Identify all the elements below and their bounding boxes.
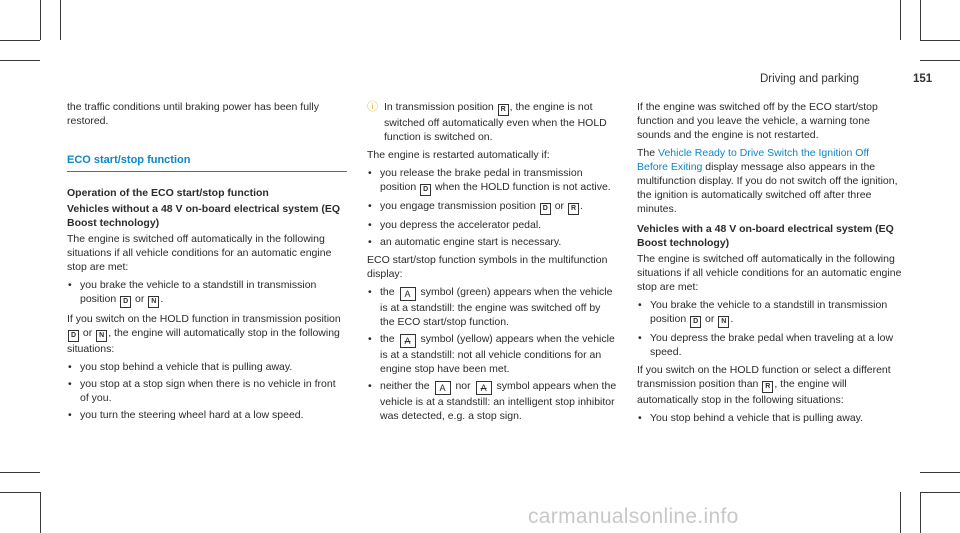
bullet-icon: • bbox=[368, 219, 372, 231]
eco-off-symbol-icon: A bbox=[476, 381, 492, 395]
crop-mark bbox=[0, 492, 40, 493]
item-text: you brake the vehicle to a standstill in transmission position bbox=[80, 279, 317, 305]
intro-text: the traffic conditions until braking power has been fully restored. bbox=[67, 101, 319, 127]
list-item bbox=[67, 408, 347, 422]
gear-n-key-icon: N bbox=[718, 316, 729, 328]
gear-n-key-icon: N bbox=[96, 330, 107, 342]
item-text: You depress the brake pedal when traveling at a low speed. bbox=[650, 332, 894, 358]
crop-mark bbox=[920, 492, 960, 493]
item-text: You brake the vehicle to a standstill in transmission position bbox=[650, 299, 888, 325]
gear-r-key-icon: R bbox=[568, 203, 579, 215]
gear-d-key-icon: D bbox=[690, 316, 701, 328]
paragraph: The engine is switched off automatically in the following situations if all vehicle conditions for an automatic engine stop are met: bbox=[67, 233, 332, 273]
item-text: , the engine will automatically stop in the following situations: bbox=[67, 327, 340, 355]
gear-d-key-icon: D bbox=[420, 184, 431, 196]
bullet-icon: • bbox=[638, 412, 642, 424]
eco-yellow-symbol-icon: A bbox=[400, 334, 416, 348]
item-text: you turn the steering wheel hard at a low speed. bbox=[80, 409, 304, 421]
page-number: 151 bbox=[913, 73, 933, 85]
gear-d-key-icon: D bbox=[120, 296, 131, 308]
crop-mark bbox=[40, 492, 41, 533]
item-text: You stop behind a vehicle that is pulling away. bbox=[650, 412, 864, 424]
item-text: when the HOLD function is not active. bbox=[435, 181, 611, 193]
bullet-icon: • bbox=[68, 279, 72, 291]
bullet-list bbox=[367, 166, 617, 249]
item-text: the bbox=[380, 286, 395, 298]
gear-r-key-icon: R bbox=[762, 381, 773, 393]
item-text: symbol (green) appears when the vehicle is at a standstill: the engine was switched off by the ECO start/stop function. bbox=[380, 286, 613, 328]
paragraph bbox=[637, 146, 902, 216]
item-text: If you switch on the HOLD function or select a different transmission position than bbox=[637, 364, 891, 390]
list-item bbox=[67, 377, 347, 405]
item-text: you depress the accelerator pedal. bbox=[380, 219, 542, 231]
bullet-icon: • bbox=[638, 299, 642, 311]
paragraph bbox=[637, 363, 902, 407]
bullet-list bbox=[637, 298, 902, 359]
note bbox=[367, 100, 617, 144]
crop-mark bbox=[60, 0, 61, 40]
list-item bbox=[637, 411, 902, 425]
info-icon: ⓘ bbox=[367, 101, 378, 113]
item-text: you release the brake pedal in transmission position bbox=[380, 167, 583, 193]
bullet-list bbox=[637, 411, 902, 425]
bullet-list bbox=[67, 360, 347, 422]
gear-d-key-icon: D bbox=[68, 330, 79, 342]
item-text: If you switch on the HOLD function in transmission position bbox=[67, 313, 341, 325]
bullet-list bbox=[367, 285, 617, 423]
column-1 bbox=[67, 100, 347, 426]
bullet-icon: • bbox=[368, 333, 372, 345]
display-message-link: Vehicle Ready to Drive Switch the Ignition Off Before Exiting bbox=[637, 147, 870, 173]
gear-r-key-icon: R bbox=[498, 104, 509, 116]
heading-operation: Operation of the ECO start/stop function bbox=[67, 187, 269, 199]
item-text: you stop behind a vehicle that is pulling away. bbox=[80, 361, 293, 373]
item-text: or bbox=[82, 327, 93, 339]
crop-mark bbox=[0, 60, 40, 61]
bullet-icon: • bbox=[368, 380, 372, 392]
gear-n-key-icon: N bbox=[148, 296, 159, 308]
paragraph: ECO start/stop function symbols in the multifunction display: bbox=[367, 254, 608, 280]
heading-with-48v: Vehicles with a 48 V on-board electrical system (EQ Boost technology) bbox=[637, 223, 894, 249]
bullet-list bbox=[67, 278, 347, 308]
item-text: . bbox=[730, 313, 734, 325]
list-item bbox=[637, 331, 902, 359]
eco-green-symbol-icon: A bbox=[435, 381, 451, 395]
bullet-icon: • bbox=[368, 200, 372, 212]
paragraph bbox=[67, 312, 347, 356]
list-item bbox=[367, 379, 617, 423]
item-text: . bbox=[160, 293, 164, 305]
bullet-icon: • bbox=[68, 361, 72, 373]
eco-green-symbol-icon: A bbox=[400, 287, 416, 301]
item-text: In transmission position bbox=[384, 101, 494, 113]
item-text: neither the bbox=[380, 380, 430, 392]
list-item bbox=[637, 298, 902, 328]
column-2 bbox=[367, 100, 617, 427]
crop-mark bbox=[920, 472, 960, 473]
item-text: the bbox=[380, 333, 395, 345]
running-header: Driving and parking bbox=[760, 73, 860, 85]
bullet-icon: • bbox=[638, 332, 642, 344]
list-item bbox=[367, 285, 617, 329]
paragraph: If the engine was switched off by the ECO start/stop function and you leave the vehicle, a warning tone sounds and the engine is not restarted. bbox=[637, 101, 878, 141]
list-item bbox=[67, 278, 347, 308]
bullet-icon: • bbox=[368, 286, 372, 298]
bullet-icon: • bbox=[368, 167, 372, 179]
bullet-icon: • bbox=[68, 378, 72, 390]
list-item bbox=[67, 360, 347, 374]
crop-mark bbox=[0, 472, 40, 473]
crop-mark bbox=[920, 60, 960, 61]
item-text: you stop at a stop sign when there is no vehicle in front of you. bbox=[80, 378, 336, 404]
item-text: or bbox=[554, 200, 565, 212]
paragraph: The engine is restarted automatically if: bbox=[367, 149, 550, 161]
crop-mark bbox=[900, 492, 901, 533]
item-text: symbol appears when the vehicle is at a standstill: an intelligent stop inhibitor was detected, e.g. a stop sign. bbox=[380, 380, 617, 422]
item-text: . bbox=[579, 200, 583, 212]
list-item bbox=[367, 199, 617, 215]
crop-mark bbox=[0, 40, 40, 41]
list-item bbox=[367, 332, 617, 376]
section-title: ECO start/stop function bbox=[67, 153, 347, 172]
list-item bbox=[367, 166, 617, 196]
item-text: an automatic engine start is necessary. bbox=[380, 236, 562, 248]
bullet-icon: • bbox=[68, 409, 72, 421]
item-text: or bbox=[135, 293, 145, 305]
heading-without-48v: Vehicles without a 48 V on-board electrical system (EQ Boost technology) bbox=[67, 203, 341, 229]
item-text: you engage transmission position bbox=[380, 200, 536, 212]
crop-mark bbox=[920, 0, 921, 40]
watermark: carmanualsonline.info bbox=[528, 505, 739, 528]
bullet-icon: • bbox=[368, 236, 372, 248]
list-item bbox=[367, 218, 617, 232]
list-item bbox=[367, 235, 617, 249]
crop-mark bbox=[920, 492, 921, 533]
item-text: The bbox=[637, 147, 656, 159]
crop-mark bbox=[40, 0, 41, 40]
item-text: nor bbox=[455, 380, 471, 392]
item-text: display message also appears in the multifunction display. If you do not switch off the ignition, the ignition is automatically switched off after three minutes. bbox=[637, 161, 898, 215]
item-text: , the engine is not switched off automatically even when the HOLD function is switched on. bbox=[384, 101, 607, 143]
paragraph: The engine is switched off automatically in the following situations if all vehicle conditions for an automatic engine stop are met: bbox=[637, 253, 902, 293]
column-3 bbox=[637, 100, 902, 429]
gear-d-key-icon: D bbox=[540, 203, 551, 215]
crop-mark bbox=[920, 40, 960, 41]
item-text: , the engine will automatically stop in the following situations: bbox=[637, 378, 847, 406]
crop-mark bbox=[900, 0, 901, 40]
item-text: symbol (yellow) appears when the vehicle is at a standstill: not all vehicle conditions for an engine stop have been met. bbox=[380, 333, 615, 375]
item-text: or bbox=[705, 313, 715, 325]
